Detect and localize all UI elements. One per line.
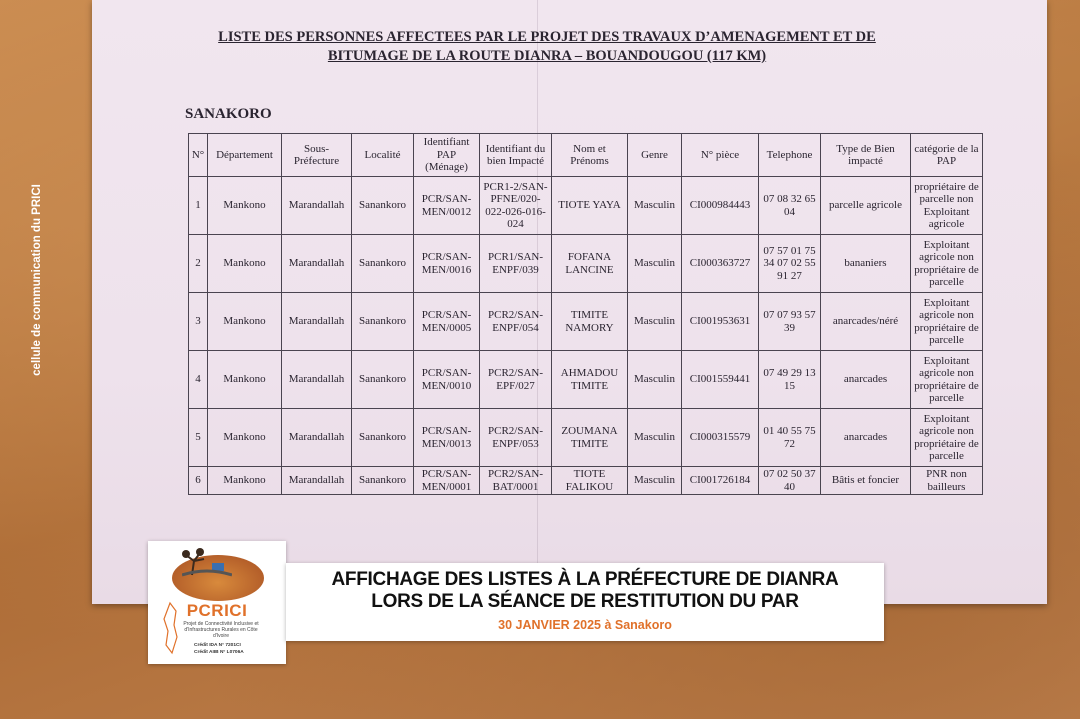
- table-cell: Sanankoro: [352, 235, 414, 293]
- table-cell: PCR1-2/SAN-PFNE/020-022-026-016-024: [480, 177, 552, 235]
- table-cell: AHMADOU TIMITE: [552, 351, 628, 409]
- table-cell: PCR1/SAN-ENPF/039: [480, 235, 552, 293]
- table-body: [189, 177, 983, 495]
- caption-line-2: LORS DE LA SÉANCE DE RESTITUTION DU PAR: [371, 591, 799, 612]
- table-cell: 4: [189, 351, 208, 409]
- header-cell: Telephone: [759, 134, 821, 177]
- table-cell: 6: [189, 467, 208, 495]
- table-row: [189, 409, 983, 467]
- table-cell: bananiers: [821, 235, 911, 293]
- table-cell: Marandallah: [282, 235, 352, 293]
- table-cell: Exploitant agricole non propriétaire de parcelle: [911, 409, 983, 467]
- logo-credits: [194, 643, 264, 656]
- table-cell: Sanankoro: [352, 293, 414, 351]
- header-cell: Identifiant du bien Impacté: [480, 134, 552, 177]
- table-cell: PCR/SAN-MEN/0001: [414, 467, 480, 495]
- table-cell: Exploitant agricole non propriétaire de parcelle: [911, 293, 983, 351]
- table-cell: Mankono: [208, 351, 282, 409]
- table-cell: ZOUMANA TIMITE: [552, 409, 628, 467]
- table-cell: Sanankoro: [352, 177, 414, 235]
- table-cell: TIOTE YAYA: [552, 177, 628, 235]
- caption-date: 30 JANVIER 2025 à Sanakoro: [498, 618, 672, 632]
- table-cell: Masculin: [628, 351, 682, 409]
- tree-icon: [182, 547, 232, 577]
- logo-subtitle: Projet de Connectivité Inclusive et d'Infrastructures Rurales en Côte d'Ivoire: [183, 621, 259, 639]
- caption-line-1: AFFICHAGE DES LISTES À LA PRÉFECTURE DE DIANRA: [331, 569, 839, 590]
- table-cell: PCR2/SAN-ENPF/053: [480, 409, 552, 467]
- table-cell: Marandallah: [282, 293, 352, 351]
- table-cell: Bâtis et foncier: [821, 467, 911, 495]
- table-cell: Mankono: [208, 409, 282, 467]
- posted-document: [92, 0, 1047, 604]
- table-cell: anarcades/néré: [821, 293, 911, 351]
- table-cell: Sanankoro: [352, 351, 414, 409]
- table-cell: 5: [189, 409, 208, 467]
- table-cell: FOFANA LANCINE: [552, 235, 628, 293]
- table-cell: Masculin: [628, 467, 682, 495]
- table-cell: Mankono: [208, 293, 282, 351]
- table-row: [189, 351, 983, 409]
- table-cell: 07 57 01 75 34 07 02 55 91 27: [759, 235, 821, 293]
- table-cell: CI000984443: [682, 177, 759, 235]
- table-cell: CI001726184: [682, 467, 759, 495]
- table-cell: Mankono: [208, 467, 282, 495]
- table-cell: anarcades: [821, 409, 911, 467]
- table-cell: PCR2/SAN-EPF/027: [480, 351, 552, 409]
- table-row: [189, 467, 983, 495]
- side-credit: [22, 160, 52, 400]
- table-cell: 07 02 50 37 40: [759, 467, 821, 495]
- logo-credit-ida: Crédit IDA N° 7201CI: [194, 643, 241, 648]
- header-cell: N°: [189, 134, 208, 177]
- table-cell: anarcades: [821, 351, 911, 409]
- section-heading: SANAKORO: [185, 106, 272, 122]
- pap-table: [188, 133, 983, 495]
- logo-name: PCRICI: [186, 601, 248, 620]
- table-cell: Masculin: [628, 409, 682, 467]
- table-cell: 3: [189, 293, 208, 351]
- table-cell: Exploitant agricole non propriétaire de parcelle: [911, 235, 983, 293]
- table-cell: Masculin: [628, 177, 682, 235]
- logo-credit-aiib: Crédit AIIB N° L0706A: [194, 649, 244, 655]
- table-cell: PCR/SAN-MEN/0012: [414, 177, 480, 235]
- table-cell: 07 08 32 65 04: [759, 177, 821, 235]
- table-cell: CI001559441: [682, 351, 759, 409]
- table-header-row: [189, 134, 983, 177]
- table-cell: CI000363727: [682, 235, 759, 293]
- table-row: [189, 235, 983, 293]
- table-cell: Sanankoro: [352, 409, 414, 467]
- table-cell: 1: [189, 177, 208, 235]
- header-cell: catégorie de la PAP: [911, 134, 983, 177]
- table-cell: 2: [189, 235, 208, 293]
- table-cell: PCR/SAN-MEN/0010: [414, 351, 480, 409]
- table-cell: Masculin: [628, 235, 682, 293]
- table-cell: propriétaire de parcelle non Exploitant agricole: [911, 177, 983, 235]
- table-cell: 01 40 55 75 72: [759, 409, 821, 467]
- table-row: [189, 177, 983, 235]
- banner-caption-box: [286, 563, 884, 641]
- header-cell: Genre: [628, 134, 682, 177]
- table-cell: PCR2/SAN-ENPF/054: [480, 293, 552, 351]
- header-cell: Sous-Préfecture: [282, 134, 352, 177]
- table-cell: Marandallah: [282, 351, 352, 409]
- header-cell: N° pièce: [682, 134, 759, 177]
- caption-banner: [148, 541, 885, 664]
- header-cell: Type de Bien impacté: [821, 134, 911, 177]
- header-cell: Identifiant PAP (Ménage): [414, 134, 480, 177]
- title-line-2: BITUMAGE DE LA ROUTE DIANRA – BOUANDOUGOU (117 KM): [327, 48, 767, 64]
- table-cell: Sanankoro: [352, 467, 414, 495]
- header-cell: Localité: [352, 134, 414, 177]
- table-cell: Exploitant agricole non propriétaire de parcelle: [911, 351, 983, 409]
- table-cell: PCR/SAN-MEN/0016: [414, 235, 480, 293]
- title-line-1: LISTE DES PERSONNES AFFECTEES PAR LE PROJET DES TRAVAUX D’AMENAGEMENT ET DE: [218, 29, 876, 45]
- table-row: [189, 293, 983, 351]
- table-cell: 07 07 93 57 39: [759, 293, 821, 351]
- table-cell: parcelle agricole: [821, 177, 911, 235]
- table-cell: PNR non bailleurs: [911, 467, 983, 495]
- table-cell: PCR/SAN-MEN/0005: [414, 293, 480, 351]
- table-cell: Marandallah: [282, 409, 352, 467]
- header-cell: Département: [208, 134, 282, 177]
- table-cell: CI001953631: [682, 293, 759, 351]
- table-cell: Mankono: [208, 177, 282, 235]
- table-cell: Marandallah: [282, 177, 352, 235]
- header-cell: Nom et Prénoms: [552, 134, 628, 177]
- table-cell: Marandallah: [282, 467, 352, 495]
- table-cell: 07 49 29 13 15: [759, 351, 821, 409]
- table-cell: CI000315579: [682, 409, 759, 467]
- table-cell: PCR2/SAN-BAT/0001: [480, 467, 552, 495]
- pcrici-logo: [148, 541, 286, 664]
- table-cell: Mankono: [208, 235, 282, 293]
- document-title: [202, 28, 892, 66]
- table-cell: TIOTE FALIKOU: [552, 467, 628, 495]
- table-cell: Masculin: [628, 293, 682, 351]
- table-cell: TIMITE NAMORY: [552, 293, 628, 351]
- table-cell: PCR/SAN-MEN/0013: [414, 409, 480, 467]
- side-credit-text: cellule de communication du PRICI: [31, 184, 43, 376]
